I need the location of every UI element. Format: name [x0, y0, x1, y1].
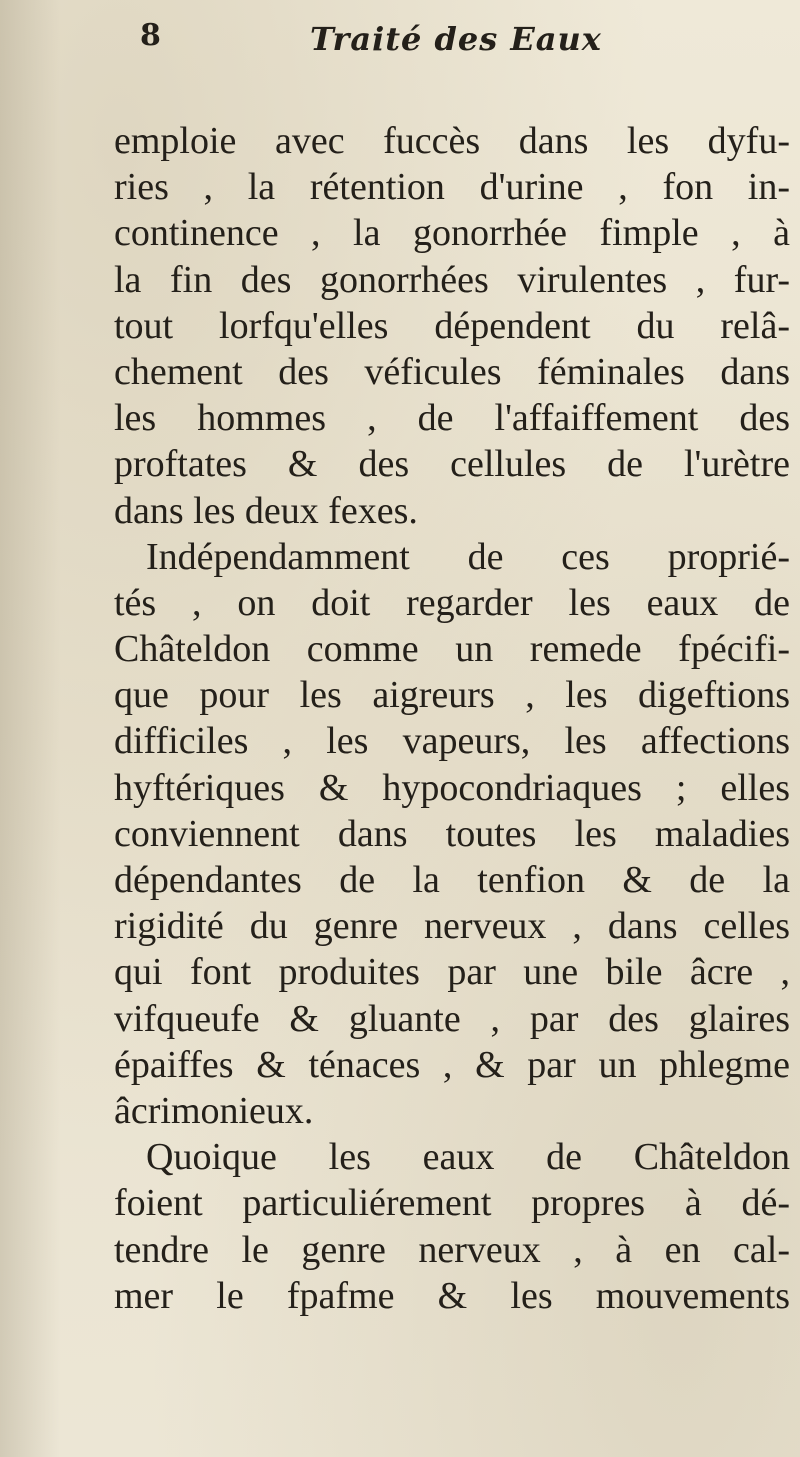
text-line: Indépendamment de ces proprié-	[146, 535, 790, 578]
text-line: tendre le genre nerveux , à en cal-	[114, 1228, 790, 1271]
text-line: épaiffes & ténaces , & par un phlegme	[114, 1043, 790, 1086]
page-header	[140, 18, 700, 70]
text-line: chement des véficules féminales dans	[114, 350, 790, 393]
text-line: mer le fpafme & les mouvements	[114, 1274, 790, 1317]
text-line: les hommes , de l'affaiffement des	[114, 397, 790, 440]
page-number: 8	[140, 18, 161, 53]
text-line: âcrimonieux.	[114, 1089, 314, 1132]
text-line: continence , la gonorrhée fimple , à	[114, 212, 790, 255]
text-line: difficiles , les vapeurs, les affections	[114, 720, 790, 763]
text-line: tés , on doit regarder les eaux de	[114, 581, 790, 624]
text-line: Châteldon comme un remede fpécifi-	[114, 628, 790, 671]
text-line: foient particuliérement propres à dé-	[114, 1182, 790, 1225]
text-line: Quoique les eaux de Châteldon	[146, 1136, 790, 1179]
text-line: proftates & des cellules de l'urètre	[114, 443, 790, 486]
text-line: rigidité du genre nerveux , dans celles	[114, 905, 790, 948]
running-title: Traité des Eaux	[310, 20, 602, 58]
text-line: emploie avec fuccès dans les dyfu-	[114, 120, 790, 162]
text-line: qui font produites par une bile âcre ,	[114, 951, 790, 994]
text-line: tout lorfqu'elles dépendent du relâ-	[114, 304, 790, 347]
text-line: hyftériques & hypocondriaques ; elles	[114, 766, 790, 809]
text-line: que pour les aigreurs , les digeftions	[114, 674, 790, 717]
text-line: la fin des gonorrhées virulentes , fur-	[114, 258, 790, 301]
text-line: ries , la rétention d'urine , fon in-	[114, 166, 790, 209]
text-line: dépendantes de la tenfion & de la	[114, 859, 790, 901]
text-line: vifqueufe & gluante , par des glaires	[114, 997, 790, 1040]
text-line: conviennent dans toutes les maladies	[114, 812, 790, 855]
page-fold-shadow	[0, 0, 60, 1457]
text-line: dans les deux fexes.	[114, 489, 418, 532]
body-text	[114, 118, 790, 1319]
